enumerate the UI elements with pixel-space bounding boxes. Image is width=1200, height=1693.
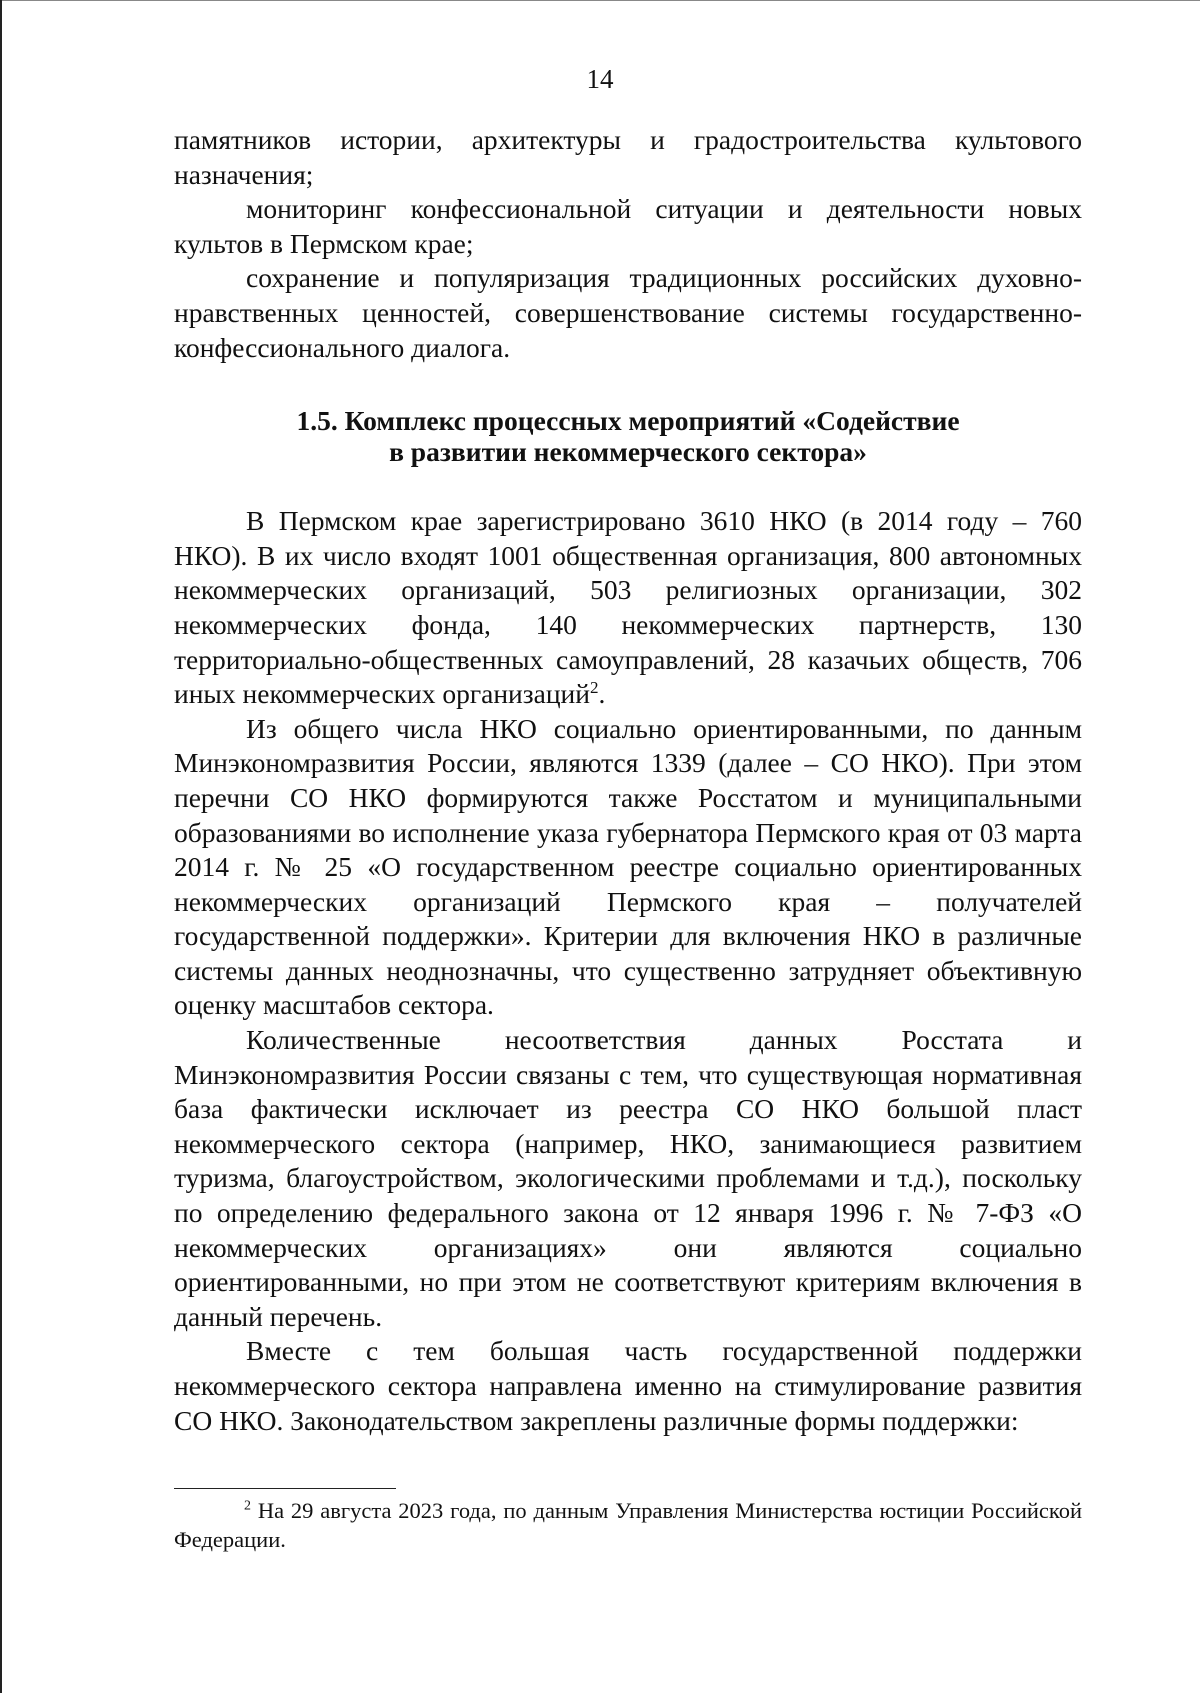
paragraph-so-nko: Из общего числа НКО социально ориентированными, по данным Минэкономразвития России, являются 1339 (далее – СО НКО). При этом перечни СО НКО формируются также Росстатом и муниципальными образованиями во исполнение указа губернатора Пермского края от 03 марта 2014 г. № 25 «О государственном реестре социально ориентированных некоммерческих организаций Пермского края – получателей государственной поддержки». Критерии для включения НКО в различные системы данных неоднозначны, что существенно затрудняет объективную оценку масштабов сектора. bbox=[174, 712, 1082, 1021]
section-heading bbox=[174, 405, 1082, 467]
section-heading-line-2: в развитии некоммерческого сектора» bbox=[389, 436, 867, 468]
paragraph-nko-count bbox=[174, 504, 1082, 712]
paragraph-support: Вместе с тем большая часть государственной поддержки некоммерческого сектора направлена именно на стимулирование развития СО НКО. Законодательством закреплены различные формы поддержки: bbox=[174, 1335, 1082, 1436]
footnote-text: На 29 августа 2023 года, по данным Управления Министерства юстиции Российской Федерации. bbox=[174, 1498, 1082, 1552]
footnote-mark: 2 bbox=[244, 1498, 251, 1514]
paragraph-monitoring: мониторинг конфессиональной ситуации и деятельности новых культов в Пермском крае; bbox=[174, 193, 1082, 259]
footnote-separator bbox=[174, 1488, 396, 1489]
footnote-reference[interactable]: 2 bbox=[590, 677, 599, 697]
paragraph-preservation: сохранение и популяризация традиционных российских духовно-нравственных ценностей, совершенствование системы государственно-конфессионального диалога. bbox=[174, 262, 1082, 363]
page-number: 14 bbox=[586, 64, 614, 94]
paragraph-continuation: памятников истории, архитектуры и градостроительства культового назначения; bbox=[174, 124, 1082, 190]
paragraph-nko-count-text: В Пермском крае зарегистрировано 3610 НКО (в 2014 году – 760 НКО). В их число входят 1001 общественная организация, 800 автономных некоммерческих организаций, 503 религиозных организации, 302 некоммерческих фонда, 140 некоммерческих партнерств, 130 территориально-общественных самоуправлений, 28 казачьих обществ, 706 иных некоммерческих организаций bbox=[174, 505, 1082, 710]
footnote bbox=[174, 1496, 1082, 1554]
scan-top-edge bbox=[0, 0, 1200, 1]
paragraph-discrepancies: Количественные несоответствия данных Росстата и Минэкономразвития России связаны с тем, что существующая нормативная база фактически исключает из реестра СО НКО большой пласт некоммерческого сектора (например, НКО, занимающиеся развитием туризма, благоустройством, экологическими проблемами и т.д.), поскольку по определению федерального закона от 12 января 1996 г. № 7-ФЗ «О некоммерческих организациях» они являются социально ориентированными, но при этом не соответствуют критериям включения в данный перечень. bbox=[174, 1024, 1082, 1332]
scan-left-edge bbox=[0, 0, 2, 1693]
paragraph-nko-count-end: . bbox=[598, 678, 606, 710]
main-text bbox=[174, 123, 1082, 1438]
section-heading-line-1: 1.5. Комплекс процессных мероприятий «Содействие bbox=[296, 405, 960, 437]
